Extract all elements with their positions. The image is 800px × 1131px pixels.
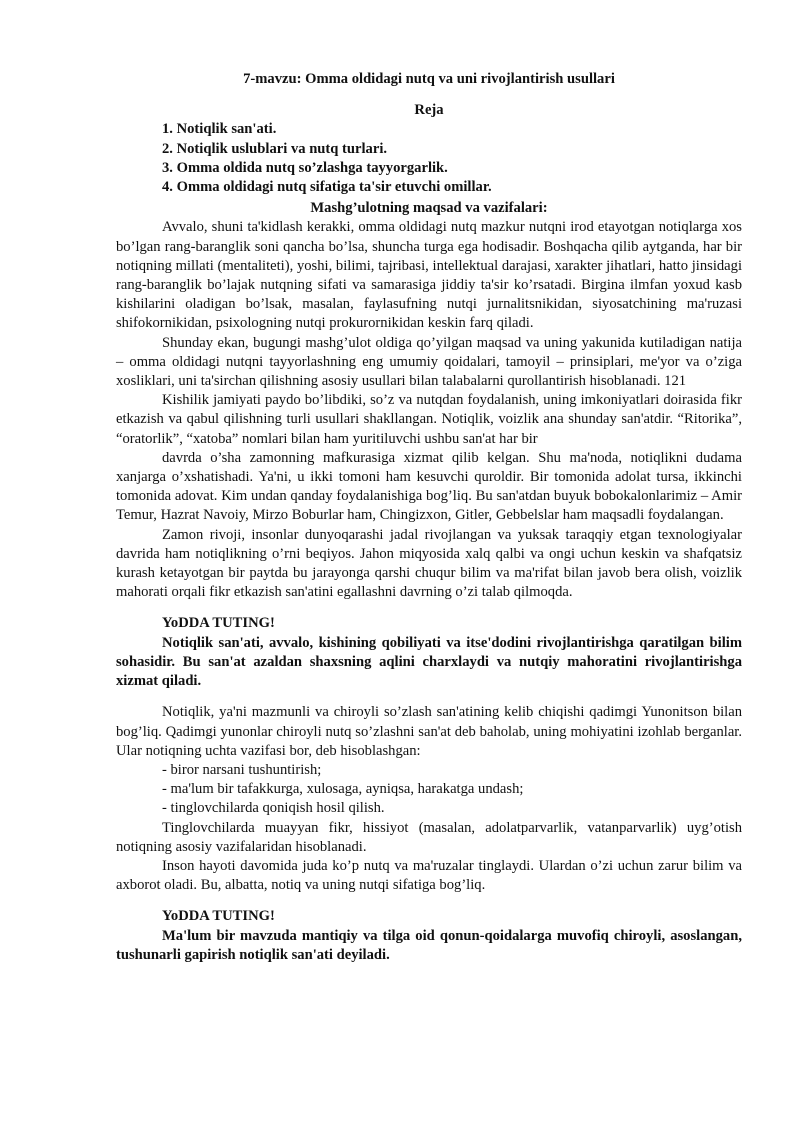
paragraph: Shunday ekan, bugungi mashg’ulot oldiga qo’yilgan maqsad va uning yakunida kutiladigan natija – omma oldidagi nutqni tayyorlashning eng umumiy qoidalari, tamoyil – prinsiplari, me'yor va o’ziga xosliklari, uni ta'sirchan qilishning asosiy usullari bilan talabalarni qurollantirish hisoblanadi. 121 [116,334,742,390]
spacer [116,691,742,703]
document-page [116,70,742,965]
note-body: Ma'lum bir mavzuda mantiqiy va tilga oid qonun-qoidalarga muvofiq chiroyli, asoslangan, tushunarli gapirish notiqlik san'ati deyiladi. [116,927,742,963]
note-title: YoDDA TUTING! [162,908,275,925]
plan-list [116,120,742,197]
paragraph: Notiqlik, ya'ni mazmunli va chiroyli so’zlash san'atining kelib chiqishi qadimgi Yunonitson bilan bog’liq. Qadimgi yunonlar chiroyli nutq so’zlashni san'at deb baholab, uning mohiyatini izohlab berganlar. Ular notiqning uchta vazifasi bor, deb hisoblashgan: [116,704,742,759]
plan-item: 4. Omma oldidagi nutq sifatiga ta'sir etuvchi omillar. [162,179,492,196]
note-title: YoDDA TUTING! [162,615,275,632]
document-title: 7-mavzu: Omma oldidagi nutq va uni rivojlantirish usullari [243,71,615,87]
plan-item: 1. Notiqlik san'ati. [162,121,277,138]
paragraph: Tinglovchilarda muayyan fikr, hissiyot (masalan, adolatparvarlik, vatanparvarlik) uyg’otish notiqning asosiy vazifalaridan hisoblanadi. [116,819,742,855]
paragraph: Kishilik jamiyati paydo bo’libdiki, so’z va nutqdan foydalanish, uning imkoniyatlari doirasida fikr etkazish va qabul qilishning turli usullari shakllangan. Notiqlik, voizlik ana shunday san'atdir. “Ritorika”, “oratorlik”, “xatoba” nomlari bilan ham yuritiluvchi ushbu san'at har bir [116,392,742,447]
note-body: Notiqlik san'ati, avvalo, kishining qobiliyati va itse'dodini rivojlantirishga qaratilgan bilim sohasidir. Bu san'at azaldan shaxsning aqlini charxlaydi va nutqiy mahoratini rivojlantirishga xizmat qiladi. [116,634,742,690]
section-heading: Mashg’ulotning maqsad va vazifalari: [310,200,548,217]
dash-item: - biror narsani tushuntirish; [162,761,322,778]
paragraph: Inson hayoti davomida juda ko’p nutq va ma'ruzalar tinglaydi. Ulardan o’zi uchun zarur bilim va axborot oladi. Bu, albatta, notiq va uning nutqi sifatiga bog’liq. [116,857,742,894]
dash-item: - tinglovchilarda qoniqish hosil qilish. [162,800,385,817]
plan-heading: Reja [414,102,444,119]
paragraph: Zamon rivoji, insonlar dunyoqarashi jadal rivojlangan va yuksak taraqqiy etgan texnologiyalar davrida ham notiqlikning o’rni beqiyos. Jahon miqyosida xalq qalbi va ongi uchun keskin va shafqatsiz kurash ketayotgan bir paytda bu jarayonga qarshi chuqur bilim va ma'rifat bilan javob bera olish, voizlik mahorati orqali fikr etkazish san'atini egallashni davrning o’zi talab qilmoqda. [116,526,742,601]
plan-item: 2. Notiqlik uslublari va nutq turlari. [162,140,388,157]
paragraph: Avvalo, shuni ta'kidlash kerakki, omma oldidagi nutq mazkur nutqni irod etayotgan notiqlarga xos bo’lgan rang-baranglik soni qancha bo’lsa, shuncha turga ega hodisadir. Boshqacha qilib aytganda, har bir notiqning millati (mentaliteti), yoshi, bilimi, tajribasi, intellektual darajasi, xarakter jihatlari, hatto jinsidagi rang-baranglik bo’lajak nutqning sifati va samarasiga jiddiy ta'sir ko’rsatadi. Birgina ilmfan yoxud kasb kishilarini oladigan bo’lsak, masalan, faylasufning nutqi jurnalitsnikidan, siyosatchining ma'ruzasi shifokornikidan, psixologning nutqi prokurornikidan keskin farq qiladi. [116,219,742,332]
dash-item: - ma'lum bir tafakkurga, xulosaga, ayniqsa, harakatga undash; [162,781,524,798]
plan-item: 3. Omma oldida nutq so’zlashga tayyorgarlik. [162,159,448,176]
spacer [116,895,742,907]
paragraph: davrda o’sha zamonning mafkurasiga xizmat qilib kelgan. Shu ma'noda, notiqlikni dudama xanjarga o’xshatishadi. Ya'ni, u ikki tomoni ham kesuvchi quroldir. Bir tomonida adolat tursa, ikkinchi tomonida adovat. Kim undan qanday foydalanishiga bog’liq. Bu san'atdan buyuk bobokalonlarimiz – Amir Temur, Hazrat Navoiy, Mirzo Boburlar ham, Chingizxon, Gitler, Gebbelslar ham maqsadli foydalangan. [116,449,742,524]
spacer [116,602,742,614]
